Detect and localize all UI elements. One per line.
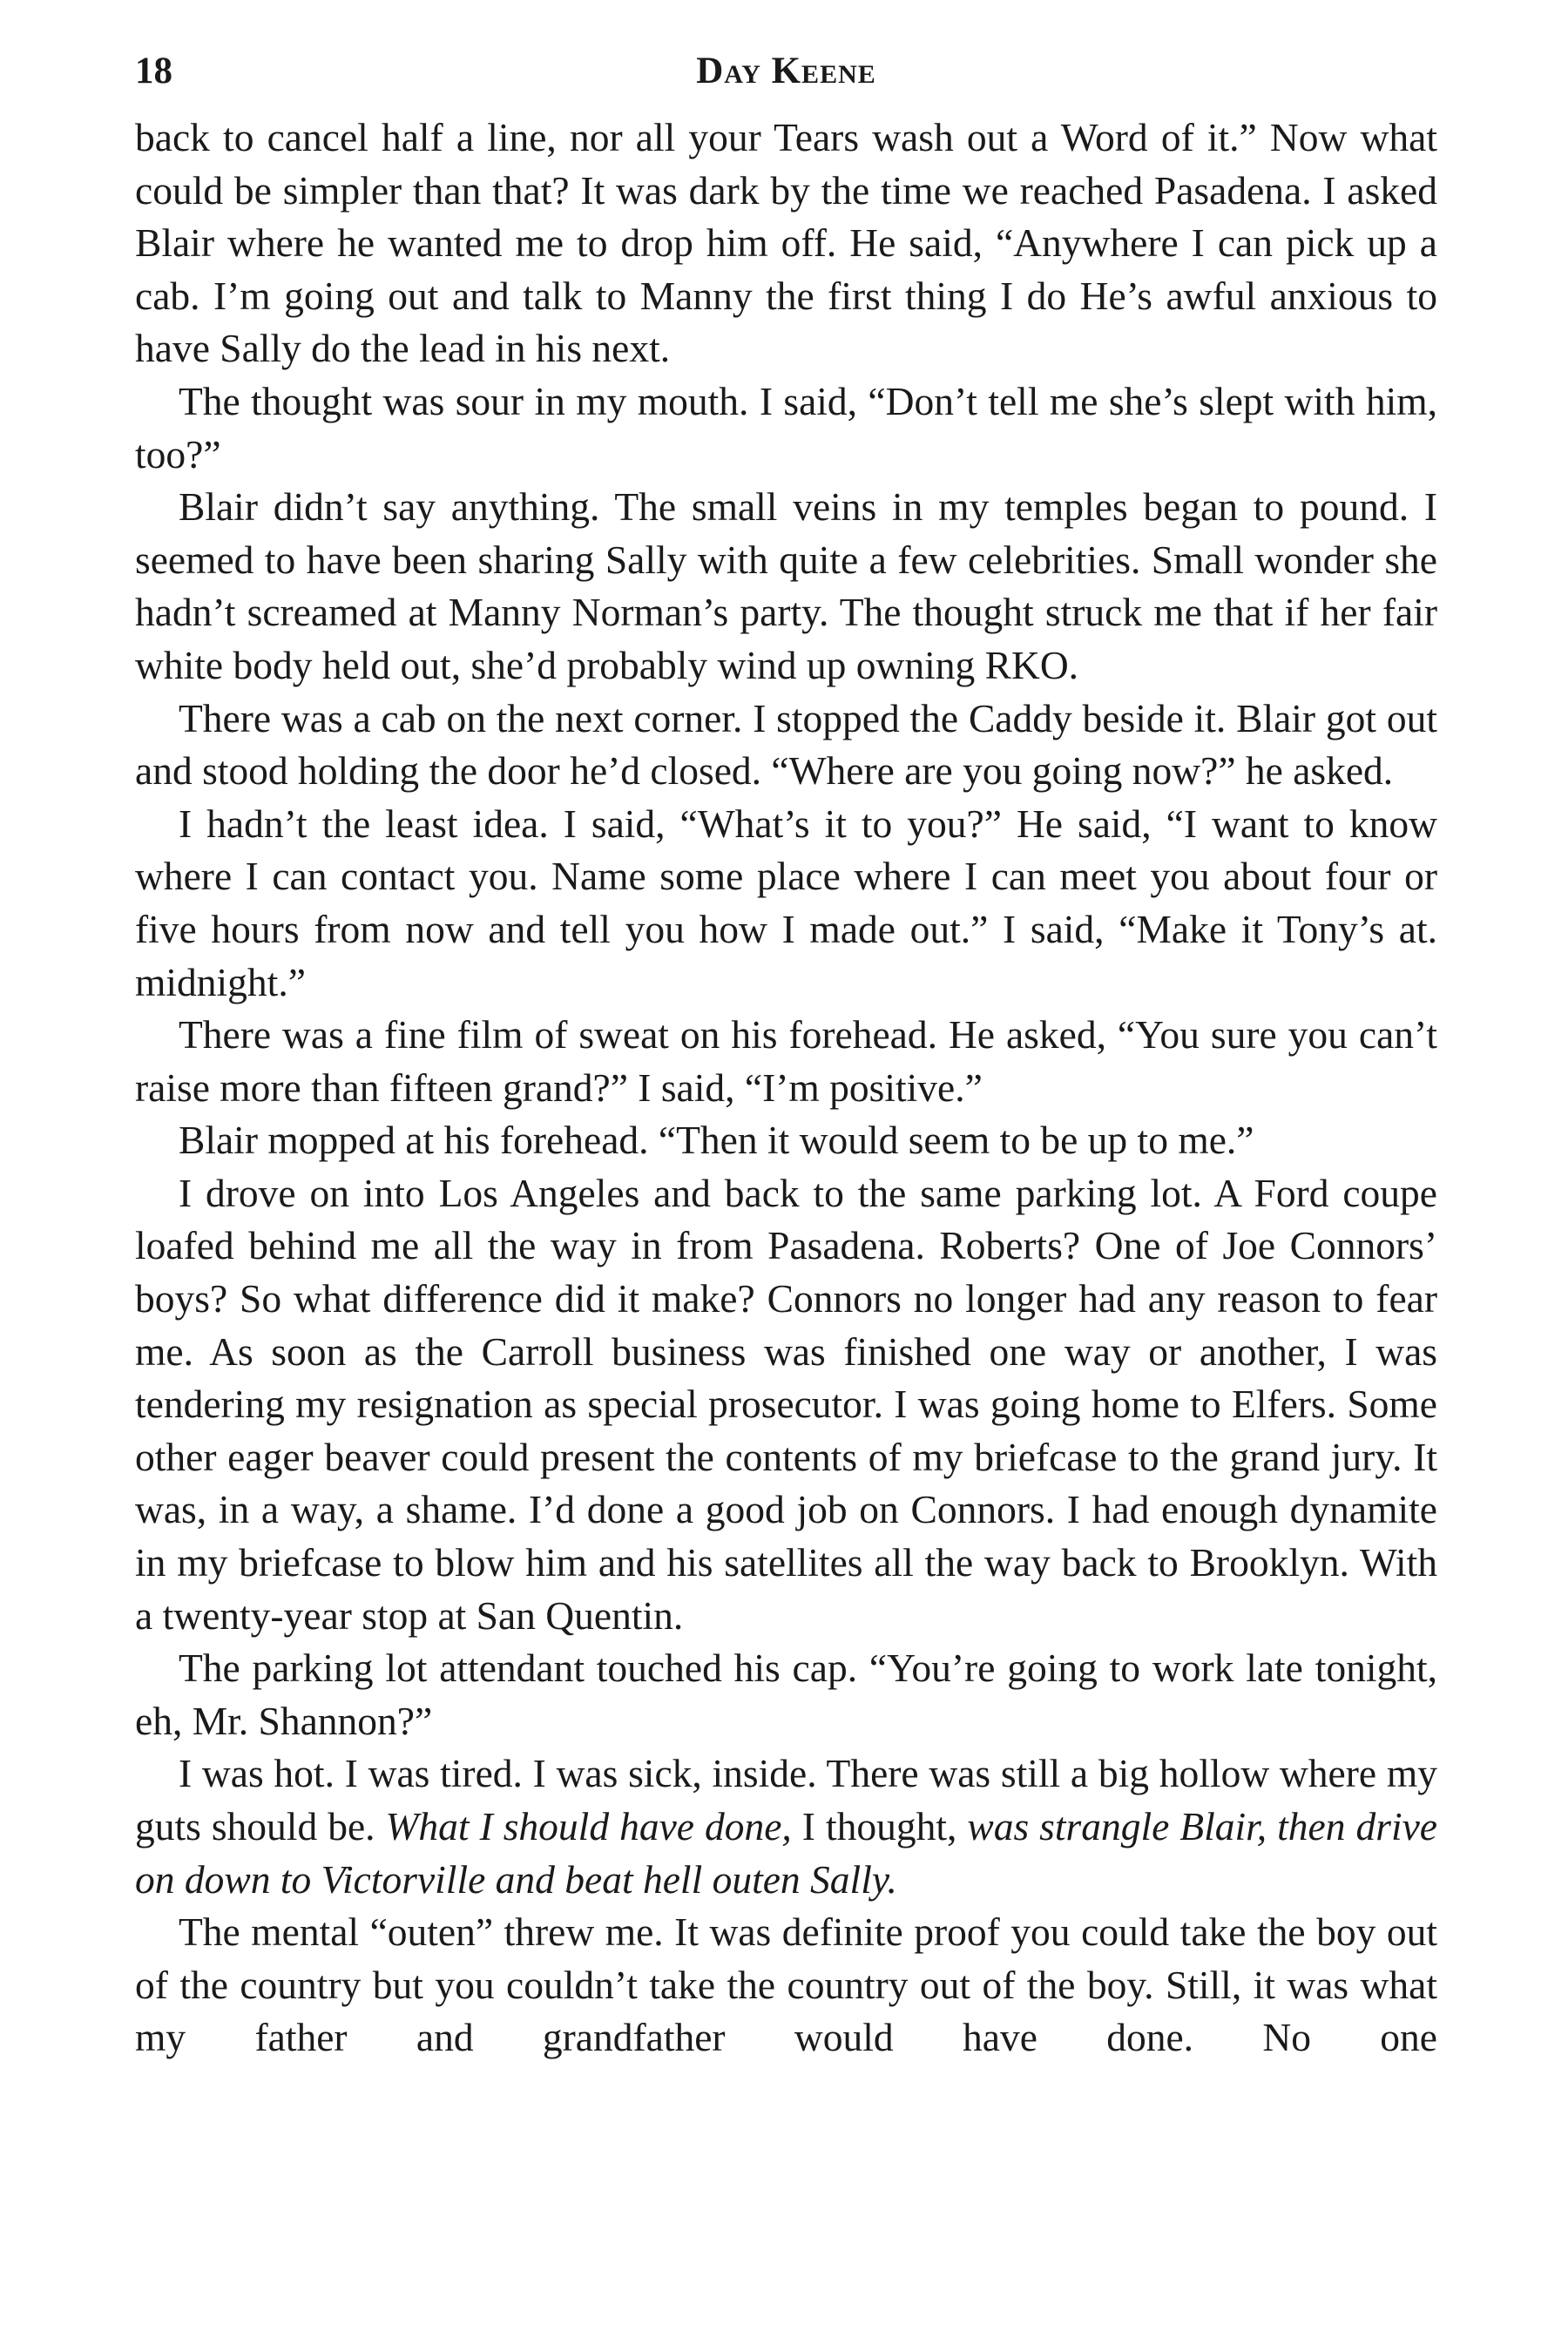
paragraph-p9	[135, 1642, 1437, 1747]
body-text	[135, 112, 1437, 2065]
text-segment: Blair didn’t say anything. The small veins in my temples began to pound. I seemed to have been sharing Sally with quite a few celebrities. Small wonder she hadn’t screamed at Manny Norman’s party. The thought struck me that if her fair white body held out, she’d probably wind up owning RKO.	[135, 484, 1437, 687]
running-title: Day Keene	[696, 51, 876, 91]
page-number: 18	[135, 51, 172, 91]
text-segment: The thought was sour in my mouth. I said, “Don’t tell me she’s slept with him, too?”	[135, 378, 1437, 476]
paragraph-p6	[135, 1009, 1437, 1114]
text-segment: I drove on into Los Angeles and back to the same parking lot. A Ford coupe loafed behind me all the way in from Pasadena. Roberts? One of Joe Connors’ boys? So what difference did it make? Connors no longer had any reason to fear me. As soon as the Carroll business was finished one way or another, I was tendering my resignation as special prosecutor. I was going home to Elfers. Some other eager beaver could present the contents of my briefcase to the grand jury. It was, in a way, a shame. I’d done a good job on Connors. I had enough dynamite in my briefcase to blow him and his satellites all the way back to Brooklyn. With a twenty-year stop at San Quentin.	[135, 1170, 1437, 1638]
text-segment: back to cancel half a line, nor all your Tears wash out a Word of it.” Now what could be simpler than that? It was dark by the time we reached Pasadena. I asked Blair where he wanted me to drop him off. He said, “Anywhere I can pick up a cab. I’m going out and talk to Manny the first thing I do He’s awful anxious to have Sally do the lead in his next.	[135, 115, 1437, 371]
paragraph-p7	[135, 1114, 1437, 1167]
paragraph-p8	[135, 1167, 1437, 1642]
text-segment: There was a cab on the next corner. I stopped the Caddy beside it. Blair got out and stood holding the door he’d closed. “Where are you going now?” he asked.	[135, 695, 1437, 794]
text-segment: There was a fine film of sweat on his forehead. He asked, “You sure you can’t raise more than fifteen grand?” I said, “I’m positive.”	[135, 1012, 1437, 1110]
text-segment: Blair mopped at his forehead. “Then it would seem to be up to me.”	[179, 1118, 1254, 1163]
text-segment: I hadn’t the least idea. I said, “What’s it to you?” He said, “I want to know where I can contact you. Name some place where I can meet you about four or five hours from now and tell you how I made out.” I said, “Make it Tony’s at. midnight.”	[135, 801, 1437, 1004]
paragraph-p5	[135, 798, 1437, 1009]
text-segment: The parking lot attendant touched his cap. “You’re going to work late tonight, eh, Mr. Shannon?”	[135, 1646, 1437, 1743]
paragraph-p3	[135, 481, 1437, 692]
book-page	[135, 44, 1437, 2065]
paragraph-p1	[135, 112, 1437, 375]
italic-text: What I should have done,	[385, 1804, 792, 1848]
text-segment: I was hot. I was tired. I was sick, inside. There was still a big hollow where my guts should be.	[135, 1751, 1437, 1848]
paragraph-p4	[135, 693, 1437, 798]
italic-text: was strangle Blair, then drive on down to Victorville and beat hell outen Sally.	[135, 1804, 1437, 1902]
paragraph-p2	[135, 375, 1437, 481]
text-segment: I thought,	[791, 1804, 968, 1848]
running-head	[135, 44, 1437, 99]
paragraph-p11	[135, 1906, 1437, 2065]
text-segment: The mental “outen” threw me. It was definite proof you could take the boy out of the country but you couldn’t take the country out of the boy. Still, it was what my father and grandfather would have done. No one	[135, 1909, 1437, 2060]
paragraph-p10	[135, 1747, 1437, 1906]
